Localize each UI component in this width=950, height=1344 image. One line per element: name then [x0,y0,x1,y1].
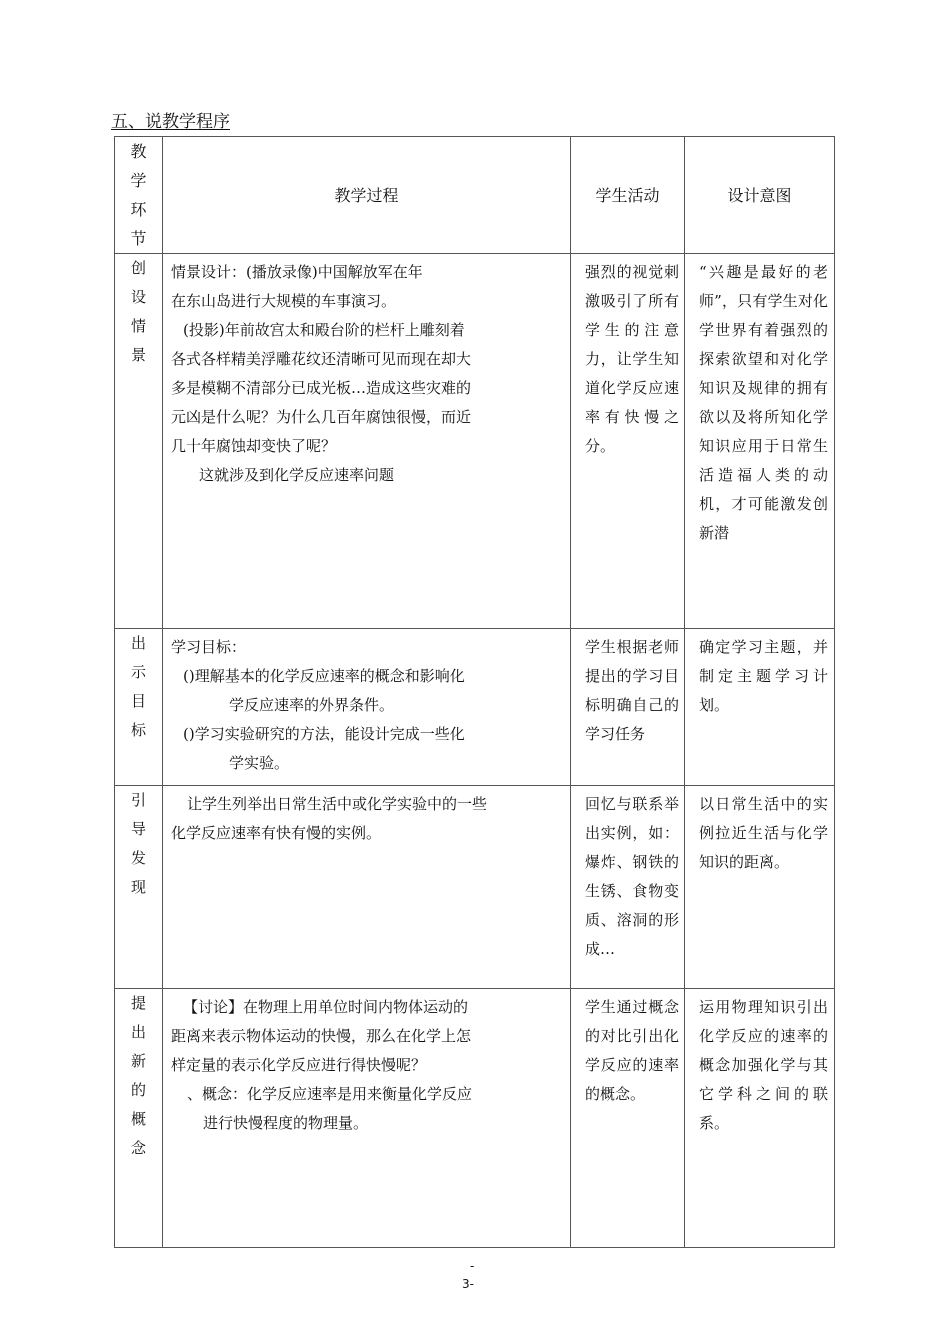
process-cell [163,629,571,786]
activity-text: 强烈的视觉刺激吸引了所有学生的注意力，让学生知道化学反应速率有快慢之分。 [585,263,679,455]
intent-cell [685,989,835,1248]
process-line: 进行快慢程度的物理量。 [203,1114,369,1132]
process-line: 学习目标： [171,638,247,656]
stage-cell: 引导发现 [115,786,163,989]
process-cell [163,989,571,1248]
intent-text: 以日常生活中的实例拉近生活与化学知识的距离。 [699,795,828,871]
process-cell [163,254,571,629]
process-line: 学反应速率的外界条件。 [229,696,395,714]
process-line: 这就涉及到化学反应速率问题 [199,466,395,484]
process-line: 化学反应速率有快有慢的实例。 [171,824,382,842]
teaching-procedure-table [114,136,835,1248]
stage-cell: 创设情景 [115,254,163,629]
process-line: 元凶是什么呢？为什么几百年腐蚀很慢，而近 [171,408,472,426]
process-line: 让学生列举出日常生活中或化学实验中的一些 [187,795,488,813]
intent-text: “兴趣是最好的老师”，只有学生对化学世界有着强烈的探索欲望和对化学知识及规律的拥有欲以及将所知化学知识应用于日常生活造福人类的动机，才可能激发创新潜 [699,263,828,542]
page-number: 3- [462,1277,474,1291]
process-line: 情景设计：(播放录像)中国解放军在年 [171,263,423,281]
process-line: 多是模糊不清部分已成光板…造成这些灾难的 [171,379,472,397]
process-line: 、概念：化学反应速率是用来衡量化学反应 [187,1085,473,1103]
header-stage: 教学环节 [115,137,163,254]
footer-dash: - [470,1259,475,1273]
process-line: ()学习实验研究的方法，能设计完成一些化 [183,725,465,743]
header-intent: 设计意图 [685,137,835,254]
process-line: 学实验。 [229,754,290,772]
header-activity: 学生活动 [571,137,685,254]
activity-text: 学生根据老师提出的学习目标明确自己的学习任务 [585,638,679,743]
stage-cell: 提出新的概念 [115,989,163,1248]
table-row [115,254,835,629]
process-line: 在东山岛进行大规模的车事演习。 [171,292,397,310]
table-header-row [115,137,835,254]
process-cell [163,786,571,989]
process-line: 【讨论】在物理上用单位时间内物体运动的 [183,998,469,1016]
intent-cell [685,254,835,629]
section-heading: 五、说教学程序 [111,112,230,132]
table-row [115,629,835,786]
table-row [115,989,835,1248]
process-line: 样定量的表示化学反应进行得快慢呢？ [171,1056,427,1074]
process-line: 距离来表示物体运动的快慢，那么在化学上怎 [171,1027,472,1045]
table-row [115,786,835,989]
intent-text: 确定学习主题，并制定主题学习计划。 [699,638,828,714]
header-process: 教学过程 [163,137,571,254]
process-line: ()理解基本的化学反应速率的概念和影响化 [183,667,465,685]
activity-text: 回忆与联系举出实例，如：爆炸、钢铁的生锈、食物变质、溶洞的形成… [585,795,679,958]
activity-cell [571,786,685,989]
process-line: 几十年腐蚀却变快了呢？ [171,437,337,455]
intent-cell [685,786,835,989]
activity-cell [571,254,685,629]
stage-cell: 出示目标 [115,629,163,786]
intent-cell [685,629,835,786]
activity-cell [571,989,685,1248]
intent-text: 运用物理知识引出化学反应的速率的概念加强化学与其它学科之间的联系。 [699,998,828,1132]
activity-text: 学生通过概念的对比引出化学反应的速率的概念。 [585,998,679,1103]
activity-cell [571,629,685,786]
process-line: (投影)年前故宫太和殿台阶的栏杆上雕刻着 [183,321,465,339]
process-line: 各式各样精美浮雕花纹还清晰可见而现在却大 [171,350,472,368]
